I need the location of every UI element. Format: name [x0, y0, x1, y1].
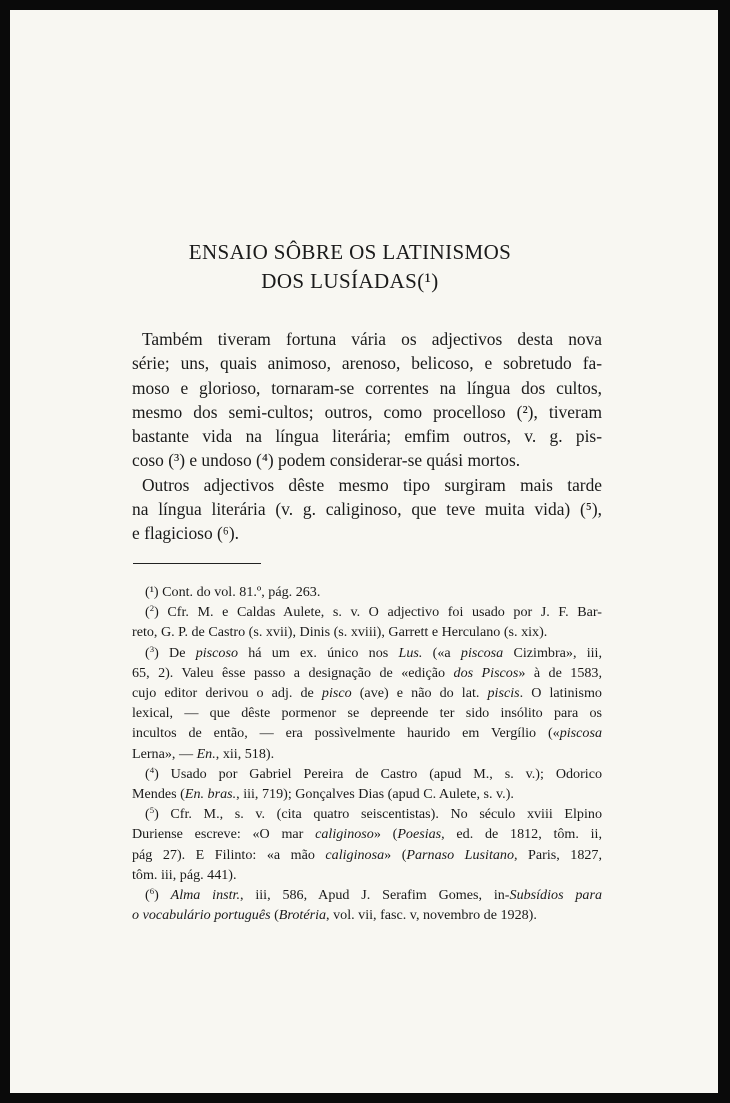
body-text: [132, 327, 602, 546]
body-line: e flagicioso (⁶).: [132, 523, 239, 544]
book-page: [10, 10, 718, 1093]
footnote-4: ($^4$) Usado por Gabriel Pereira de Castro (apud M., s. v.); Odorico Mendes (En. bras., iii, 719); Gonçalves Dias (apud C. Aulete, s. v.).: [132, 765, 602, 803]
chapter-title: [10, 238, 690, 296]
footnote-2: ($^2$) Cfr. M. e Caldas Aulete, s. v. O adjectivo foi usado por J. F. Bar- reto, G. P. de Castro (s. xvii), Dinis (s. xviii), Garrett e Herculano (s. xix).: [132, 603, 602, 641]
body-line: mesmo dos semi-cultos; outros, como procelloso (²), tiveram: [132, 401, 602, 422]
footnote-3: ($^3$) De piscoso há um ex. único nos Lus. («a piscosa Cizimbra», iii, 65, 2). Valeu êsse passo a designação de «edição dos Piscos» à de 1583, cujo editor derivou o adj. de pisco (ave) e não do lat. piscis. O latinismo lexical, — que dêste pormenor se depreende ter sido insólito para os incultos de então, — era possìvelmente haurido em Vergílio («piscosa Lerna», — En., xii, 518).: [132, 643, 602, 762]
footnote-5: ($^5$) Cfr. M., s. v. (cita quatro seiscentistas). No século xviii Elpino Duriense escreve: «O mar caliginoso» (Poesias, ed. de 1812, tôm. ii, pág 27). E Filinto: «a mão caliginosa» (Parnaso Lusitano, Paris, 1827, tôm. iii, pág. 441).: [132, 805, 602, 883]
title-line-2: [10, 267, 690, 296]
title-line-2-text: DOS LUSÍADAS: [261, 269, 418, 293]
title-footnote-ref: (¹): [417, 269, 439, 293]
body-line: série; uns, quais animoso, arenoso, belicoso, e sobretudo fa-: [132, 353, 602, 374]
title-line-1: ENSAIO SÔBRE OS LATINISMOS: [188, 240, 512, 264]
footnote-6: ($^6$) Alma instr., iii, 586, Apud J. Serafim Gomes, in-Subsídios para o vocabulário português (Brotéria, vol. vii, fasc. v, novembro de 1928).: [132, 886, 603, 924]
footnote-1: (¹) Cont. do vol. 81.º, pág. 263.: [145, 584, 321, 600]
body-line: bastante vida na língua literária; emfim outros, v. g. pis-: [132, 426, 602, 447]
footnote-divider: [133, 563, 261, 564]
body-line: na língua literária (v. g. caliginoso, que teve muita vida) (⁵),: [132, 499, 602, 520]
footnotes: [132, 582, 602, 925]
body-line: Outros adjectivos dêste mesmo tipo surgiram mais tarde: [142, 474, 602, 495]
body-line: coso (³) e undoso (⁴) podem considerar-se quási mortos.: [132, 450, 521, 471]
body-line: Também tiveram fortuna vária os adjectivos desta nova: [142, 329, 602, 349]
body-line: moso e glorioso, tornaram-se correntes na língua dos cultos,: [132, 377, 602, 398]
